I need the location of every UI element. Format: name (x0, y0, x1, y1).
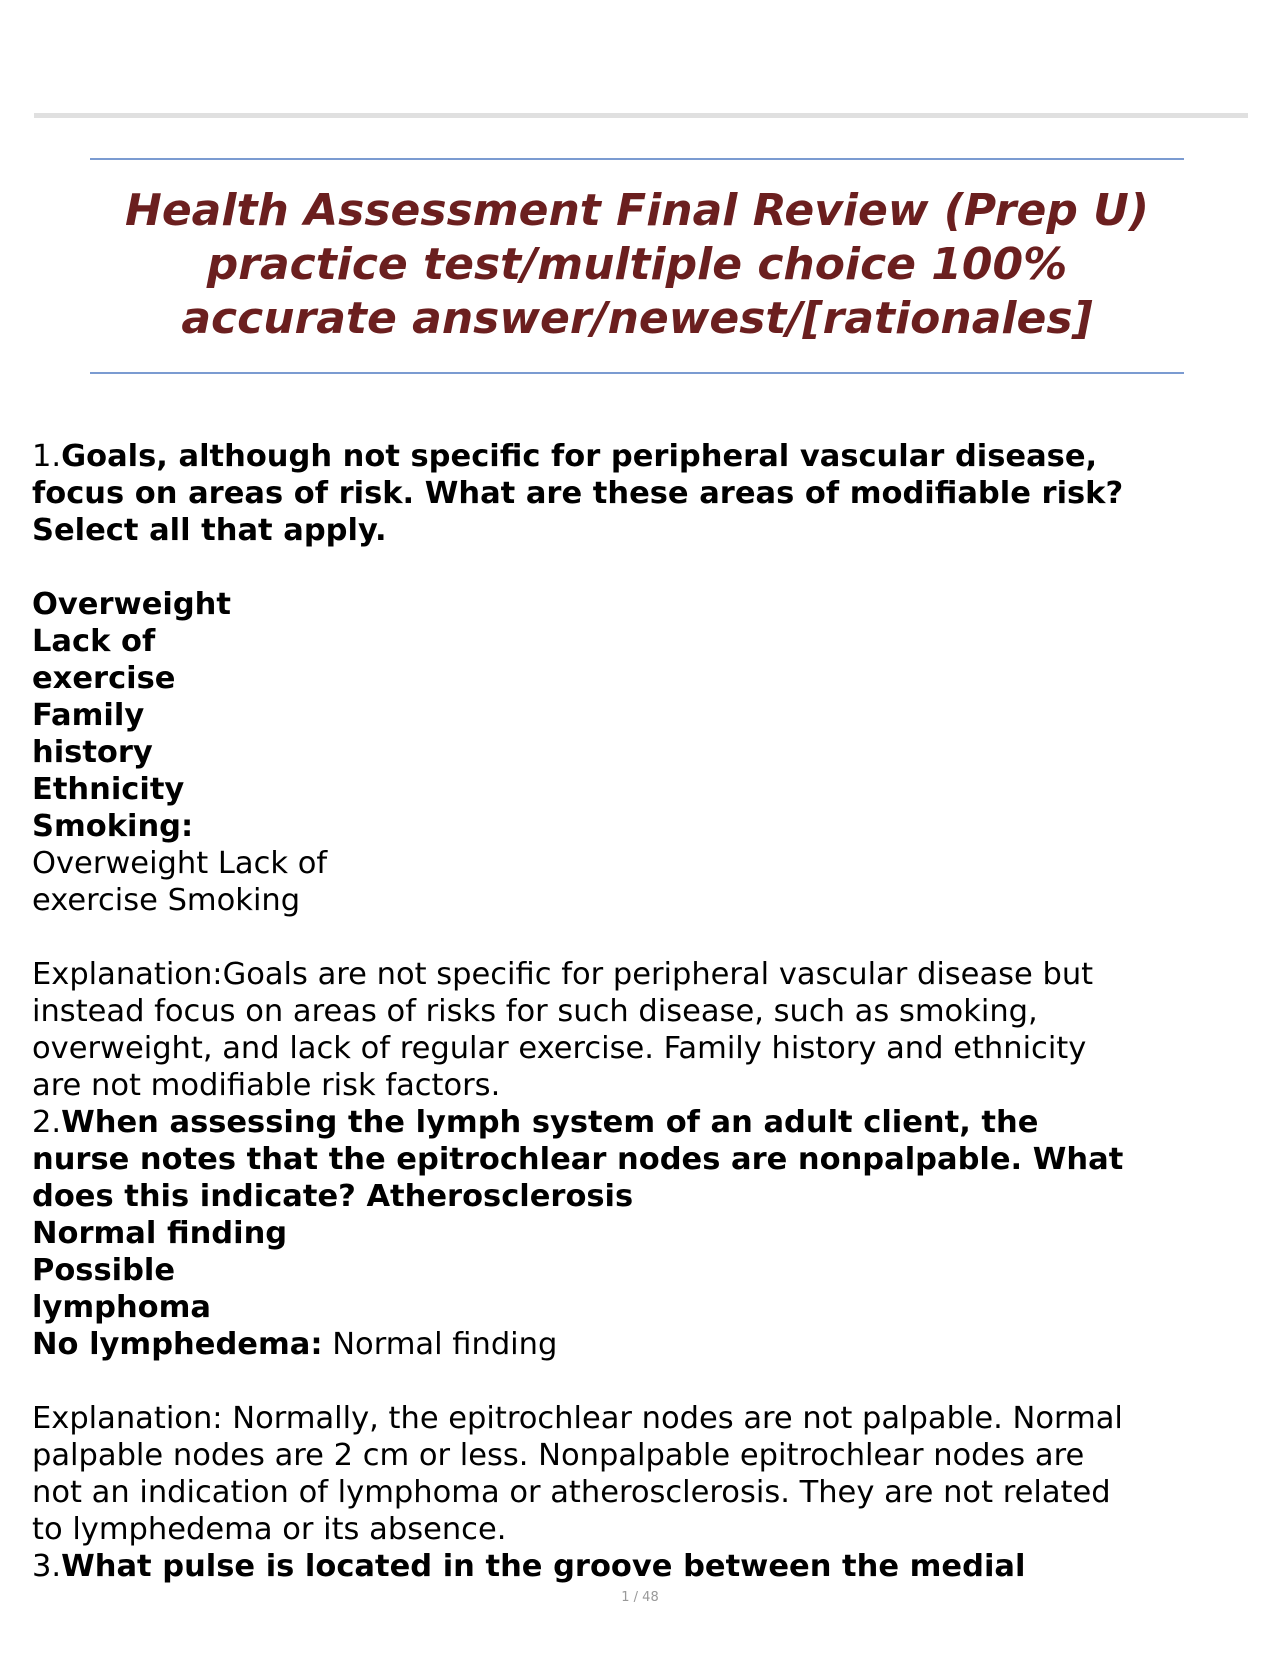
q2-question-line: nurse notes that the epitrochlear nodes are nonpalpable. What (32, 1142, 1124, 1177)
page-indicator: 1 / 48 (621, 1590, 659, 1605)
spacer (32, 549, 1252, 586)
q3-number: 3. (32, 1549, 62, 1584)
q2-option: Possible (32, 1253, 176, 1288)
q1-answer: exercise Smoking (32, 883, 301, 918)
q1-explanation: overweight, and lack of regular exercise. Family history and ethnicity (32, 1031, 1087, 1066)
q1-option: Family (32, 698, 145, 733)
q2-explanation: not an indication of lymphoma or atherosclerosis. They are not related (32, 1475, 1111, 1510)
q1-question-line: Select all that apply. (32, 513, 387, 548)
q2-explanation: palpable nodes are 2 cm or less. Nonpalpable epitrochlear nodes are (32, 1438, 1085, 1473)
q1-explanation: Explanation:Goals are not specific for peripheral vascular disease but (32, 957, 1094, 992)
spacer (32, 919, 1252, 956)
q1-option: history (32, 735, 153, 770)
q1-answer: Overweight Lack of (32, 846, 328, 881)
q2-explanation: Explanation: Normally, the epitrochlear nodes are not palpable. Normal (32, 1401, 1123, 1436)
q3-question-text: What pulse is located in the groove between the medial (61, 1549, 1026, 1584)
q1-explanation: instead focus on areas of risks for such disease, such as smoking, (32, 994, 1038, 1029)
title-block (90, 158, 1184, 374)
q1-question-text: Goals, although not specific for peripheral vascular disease, (61, 439, 1098, 474)
q2-number: 2. (32, 1105, 62, 1140)
top-divider (34, 113, 1248, 118)
title-line: practice test/multiple choice 100% (206, 239, 1068, 290)
q1-option: Lack of (32, 624, 156, 659)
q2-option: lymphoma (32, 1290, 211, 1325)
q2-explanation: to lymphedema or its absence. (32, 1512, 507, 1547)
q2-question-text: When assessing the lymph system of an adult client, the (61, 1105, 1039, 1140)
q1-option: Overweight (32, 587, 231, 622)
q2-option: No lymphedema: (32, 1327, 323, 1362)
title-rule-bottom (90, 372, 1184, 374)
q1-question-line: focus on areas of risk. What are these areas of modifiable risk? (32, 476, 1124, 511)
spacer (32, 1363, 1252, 1400)
document-body (32, 438, 1252, 1585)
q2-option-answer-line (32, 1326, 1252, 1363)
q1-option: exercise (32, 661, 176, 696)
q2-option: Normal finding (32, 1216, 288, 1251)
q2-answer: Normal finding (322, 1327, 558, 1362)
title-line: accurate answer/newest/[rationales] (181, 293, 1093, 344)
q1-number: 1. (32, 439, 62, 474)
title-line: Health Assessment Final Review (Prep U) (125, 185, 1149, 236)
q2-question-line: does this indicate? Atherosclerosis (32, 1179, 634, 1214)
document-title (90, 160, 1184, 372)
q1-question-line (32, 438, 1252, 475)
q1-explanation: are not modifiable risk factors. (32, 1068, 501, 1103)
q2-question-line (32, 1104, 1252, 1141)
q1-option: Ethnicity (32, 772, 185, 807)
q3-question-line (32, 1548, 1252, 1585)
q1-option: Smoking: (32, 809, 194, 844)
